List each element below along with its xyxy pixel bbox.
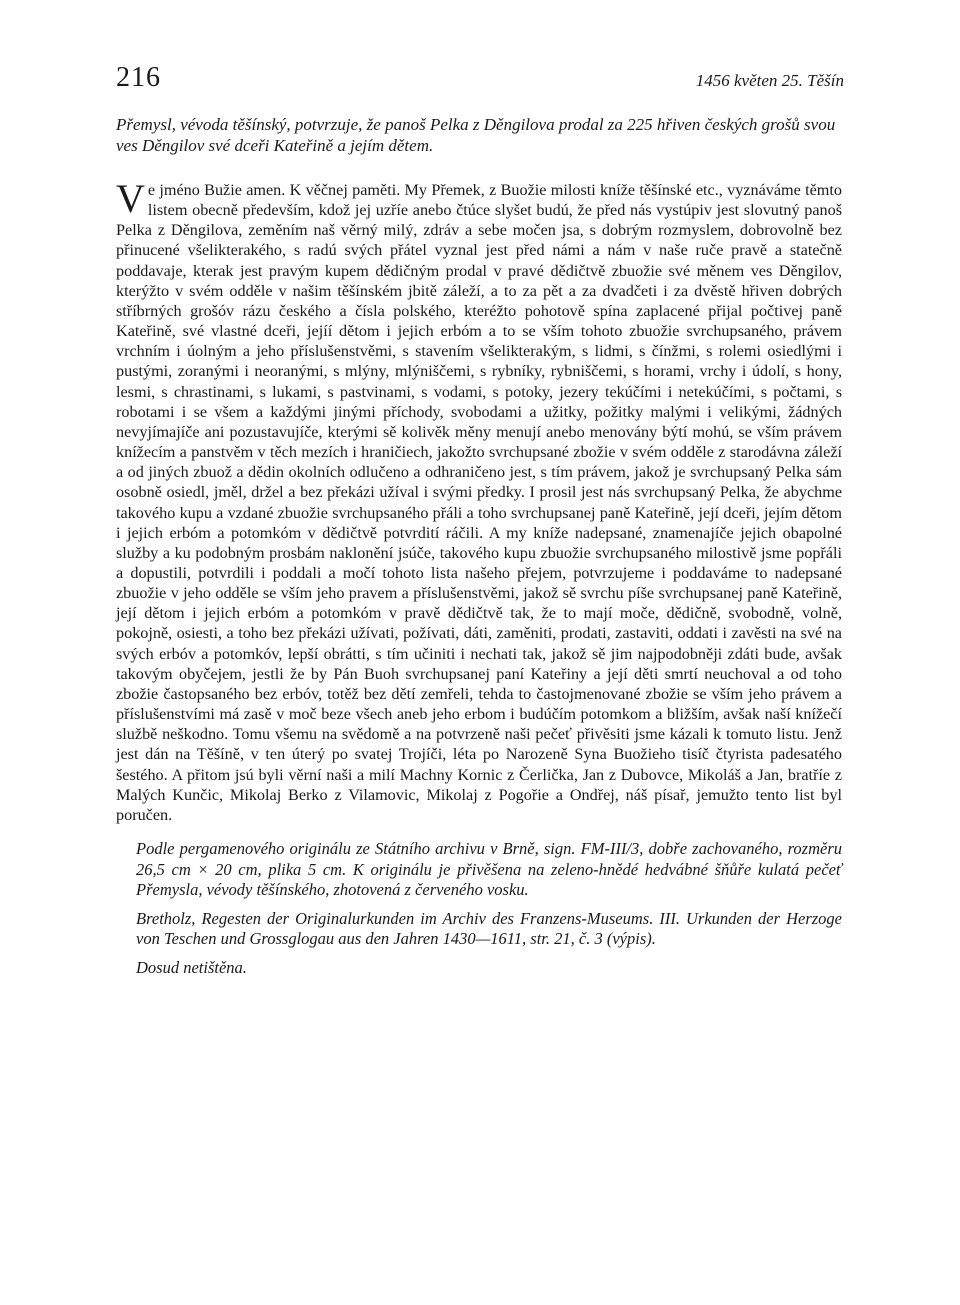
running-head: 1456 květen 25. Těšín <box>695 71 844 90</box>
edition-note: Dosud netištěna. <box>136 957 247 977</box>
page-header <box>116 62 842 102</box>
charter-text <box>116 176 842 825</box>
bibliography-note: Bretholz, Regesten der Originalurkunden im Archiv des Franzens-Museums. III. Urkunden der Herzoge von Teschen und Grossglogau aus den Jahren 1430—1611, str. 21, č. 3 (výpis). <box>136 908 842 948</box>
source-notes <box>136 839 842 978</box>
archival-note: Podle pergamenového originálu ze Státního archivu v Brně, sign. FM-III/3, dobře zachovaného, rozměru 26,5 cm × 20 cm, plika 5 cm. K originálu je přivěšena na zeleno-hnědé hedvábné šňůře kulatá pečeť Přemysla, vévody těšínského, zhotovená z červeného vosku. <box>136 839 842 899</box>
document-page <box>116 62 842 978</box>
regest-summary: Přemysl, vévoda těšínský, potvrzuje, že panoš Pelka z Děngilova prodal za 225 hřiven českých grošů svou ves Děngilov své dceři Kateřině a jejím dětem. <box>116 115 836 155</box>
page-number: 216 <box>116 62 161 93</box>
charter-body: e jméno Bužie amen. K věčnej paměti. My Přemek, z Buožie milosti kníže těšínské etc., vyznáváme těmto listem obecně především, kdož jej uzříe anebo čtúce slyšet budú, že před nás vystúpiv jest slovutný panoš Pelka z Děngilova, zeměním naš věrný milý, zdráv a sebe močen jsa, s dobrým rozmyslem, dobrovolně bez přinucené všelikterakého, s radú svých přátel vyznal jest před námi a nám v naše ruče pravě a statečně poddavaje, kterak jest pravým kupem dědičným prodal v pravé dědičtvě zbuožie své měnem ves Děngilov, kterýžto v svém odděle v našim těšínském jbitě záleží, a to za pět a za dvadčeti i za dvěstě hřiven dobrých stříbrných grošóv rázu českého a čísla polského, kteréžto pohotově spína zaplacené přijal počtivej paně Kateřině, své vlastné dceři, jejíí dětom i jejich erbóm a to se vším tohoto zbuožie svrchupsaného, právem vrchním i úolným a jeho příslušenstvěmi, s stavením všelikterakým, s lidmi, s čínžmi, s rolemi osiedlými i pustými, zoranými i neoranými, s mlýny, mlýniščemi, s rybníky, rybniščemi, s horami, vrchy i údolí, s hony, lesmi, s chrastinami, s lukami, s pastvinami, s vodami, s potoky, jezery tekúčími i netekúčími, s počtami, s robotami i se všem a každými jinými příchody, svobodami a užitky, požitky malými i velikými, žádných nevyjímajíče ani pozustavujíče, kterými sě kolivěk měny menují anebo menovány býtí mohú, se vším právem knížecím a panstvěm v těch mezích i hraničiech, jakožto svrchupsané zbožie v svém odděle z starodávna záleží a od jiných zbuož a dědin okolních odlučeno a odhraničeno jest, s tím právem, jakož je svrchupsaný Pelka sám osobně osiedl, jměl, držel a bez překázi užíval i svými předky. I prosil jest nás svrchupsaný Pelka, že abychme takového kupu a vzdané zbuožie svrchupsaného přáli a toho svrchupsanej paně Kateřině, její dceři, jejím dětom i jejich erbóm a potomkóm v dědičtvě potvrdití ráčili. A my kníže nadepsané, znamenajíče jejich obapolné služby a ku podobným prosbám naklonění jsúče, takového kupu zbuožie svrchupsaného milostivě jsme popřáli a dopustili, potvrdili i poddali a močí tohoto lista našeho přejem, potvrzujeme i poddaváme to nadepsané zbuožie v jeho odděle se vším jeho pravem a příslušenstvěmi, jakož sě svrchu píše svrchupsanej paně Kateřině, její dětom i jejich erbóm a potomkóm v pravě dědičtvě tak, že to mají moče, dědičně, svobodně, volně, pokojně, osiesti, a toho bez překázi užívati, požívati, dáti, zaměniti, prodati, zastaviti, oddati i zavěsti na své na svých erbóv a potomkóv, lepší obrátti, s tím učiniti i nechati tak, jakož sě jim najpodobněji zdáti bude, avšak takovým obyčejem, jestli že by Pán Buoh svrchupsanej paní Kateřiny a její děti smrtí neuchoval a od toho zbožie častopsaného bez erbóv, totěž bez dětí zemřeli, tehda to častojmenované zbožie se vším jeho právem a příslušenstvími má zasě v moč beze všech aneb jeho erbom i budúčím potomkom a bližším, avšak naší knížečí službě neškodno. Tomu všemu na svědomě a na potvrzeně naši pečeť přivěsiti jsme kázali k tomuto listu. Jenž jest dán na Těšíně, v ten úterý po svatej Trojíči, léta po Narozeně Syna Buožieho tisíč čtyrista padesatého šestého. A přitom jsú byli věrní naši a milí Machny Kornic z Čerlička, Jan z Dubovce, Mikoláš a Jan, bratříe z Malých Kunčic, Mikolaj Berko z Vilamovic, Mikolaj z Pogořie a Ondřej, náš písař, jemužto tento list byl poručen. <box>116 181 842 824</box>
drop-initial: V <box>116 176 145 221</box>
